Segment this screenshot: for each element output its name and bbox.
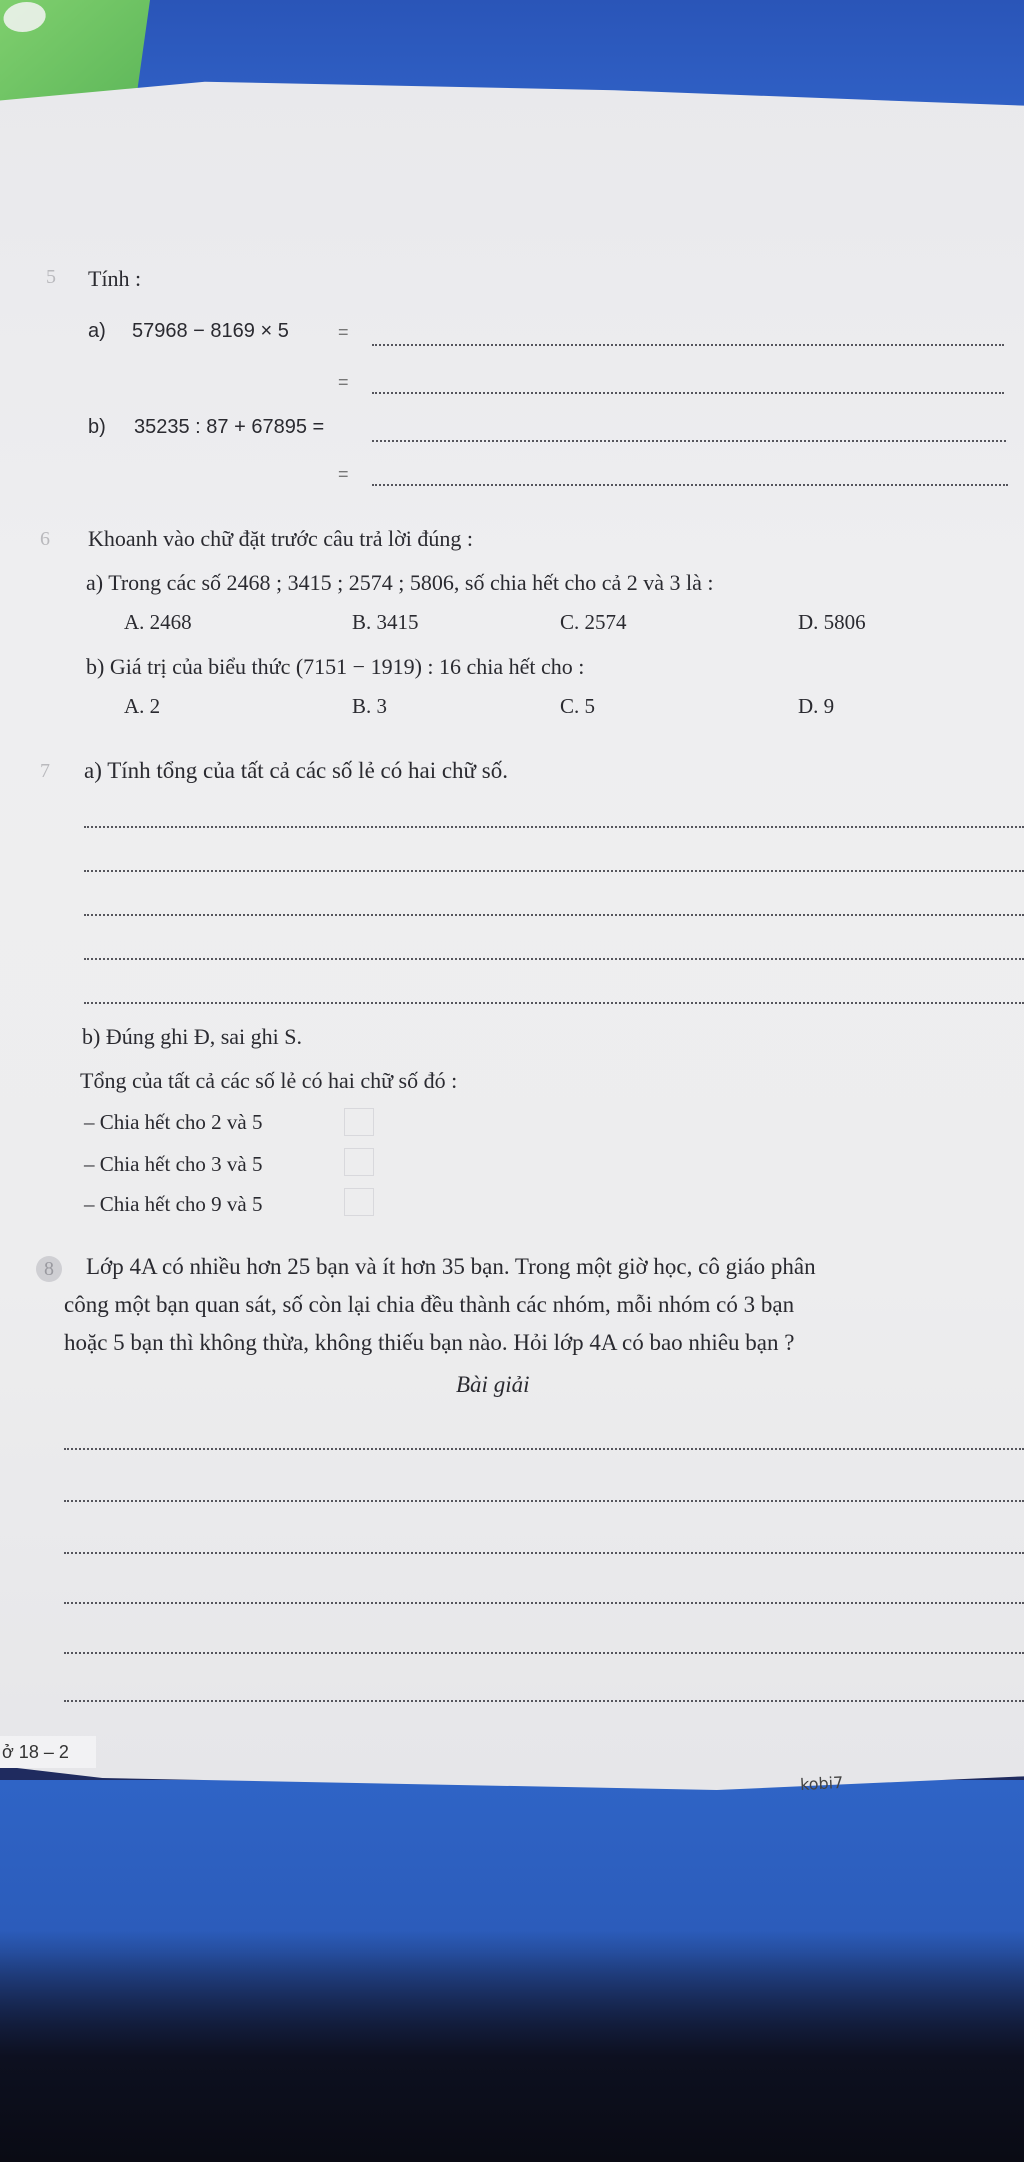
ex7-item-2: – Chia hết cho 3 và 5 [84, 1152, 263, 1176]
ex6-b-option-a[interactable]: A. 2 [124, 694, 161, 718]
ex7-item-3-answer-box[interactable] [344, 1188, 374, 1216]
ex7-answer-line-5[interactable] [84, 1002, 1024, 1004]
ex7-question-b: b) Đúng ghi Đ, sai ghi S. [82, 1024, 302, 1049]
ex7-answer-line-3[interactable] [84, 914, 1024, 916]
ex6-question-b: b) Giá trị của biểu thức (7151 − 1919) : 16 chia hết cho : [86, 654, 585, 679]
ex6-a-option-c[interactable]: C. 2574 [560, 610, 627, 634]
ex7-item-1: – Chia hết cho 2 và 5 [84, 1110, 263, 1134]
ex8-answer-line-5[interactable] [64, 1652, 1024, 1654]
ex6-b-option-d[interactable]: D. 9 [798, 694, 835, 718]
ex6-question-a: a) Trong các số 2468 ; 3415 ; 2574 ; 5806, số chia hết cho cả 2 và 3 là : [86, 570, 714, 595]
ex8-answer-line-6[interactable] [64, 1700, 1024, 1702]
ex7-item-1-answer-box[interactable] [344, 1108, 374, 1136]
handwritten-note: kobi7 [799, 1772, 844, 1795]
exercise-6-number: 6 [40, 528, 50, 550]
ex8-answer-line-4[interactable] [64, 1602, 1024, 1604]
ex5-a-expression: 57968 − 8169 × 5 [132, 320, 289, 342]
ex6-a-option-a[interactable]: A. 2468 [124, 610, 192, 634]
exercise-7-number: 7 [40, 760, 50, 782]
ex5-b-answer-line-1[interactable] [372, 440, 1006, 442]
ex7-item-3: – Chia hết cho 9 và 5 [84, 1192, 263, 1216]
ex7-question-a: a) Tính tổng của tất cả các số lẻ có hai chữ số. [84, 758, 508, 783]
ex7-item-2-answer-box[interactable] [344, 1148, 374, 1176]
ex8-answer-line-2[interactable] [64, 1500, 1024, 1502]
page-label: ở 18 – 2 [0, 1736, 96, 1768]
ex8-line-1: Lớp 4A có nhiều hơn 25 bạn và ít hơn 35 bạn. Trong một giờ học, cô giáo phân [86, 1254, 816, 1279]
ex8-answer-line-1[interactable] [64, 1448, 1024, 1450]
ex7-answer-line-2[interactable] [84, 870, 1024, 872]
exercise-5-number: 5 [46, 266, 56, 288]
book-logo-mark [2, 2, 48, 32]
ex8-solution-title: Bài giải [456, 1372, 530, 1397]
ex5-b-equals-2: = [338, 464, 349, 484]
exercise-5-title: Tính : [88, 266, 142, 291]
ex5-b-expression: 35235 : 87 + 67895 = [134, 416, 325, 438]
ex5-a-equals: = [338, 322, 349, 342]
ex5-a-equals-2: = [338, 372, 349, 392]
ex7-answer-line-4[interactable] [84, 958, 1024, 960]
ex6-b-option-c[interactable]: C. 5 [560, 694, 596, 718]
ex5-a-answer-line-2[interactable] [372, 392, 1004, 394]
ex6-a-option-d[interactable]: D. 5806 [798, 610, 866, 634]
ex5-a-answer-line-1[interactable] [372, 344, 1004, 346]
exercise-8-number: 8 [36, 1256, 62, 1282]
ex6-a-option-b[interactable]: B. 3415 [352, 610, 419, 634]
exercise-6-title: Khoanh vào chữ đặt trước câu trả lời đúng : [88, 526, 473, 551]
ex5-b-answer-line-2[interactable] [372, 484, 1008, 486]
ex7-stem: Tổng của tất cả các số lẻ có hai chữ số đó : [80, 1068, 458, 1093]
ex5-a-label: a) [88, 320, 106, 342]
background-dark-floor [0, 1930, 1024, 2162]
ex8-line-2: công một bạn quan sát, số còn lại chia đều thành các nhóm, mỗi nhóm có 3 bạn [64, 1292, 795, 1317]
ex7-answer-line-1[interactable] [84, 826, 1024, 828]
ex5-b-label: b) [88, 416, 106, 438]
ex6-b-option-b[interactable]: B. 3 [352, 694, 388, 718]
ex8-answer-line-3[interactable] [64, 1552, 1024, 1554]
ex8-line-3: hoặc 5 bạn thì không thừa, không thiếu bạn nào. Hỏi lớp 4A có bao nhiêu bạn ? [64, 1330, 795, 1355]
